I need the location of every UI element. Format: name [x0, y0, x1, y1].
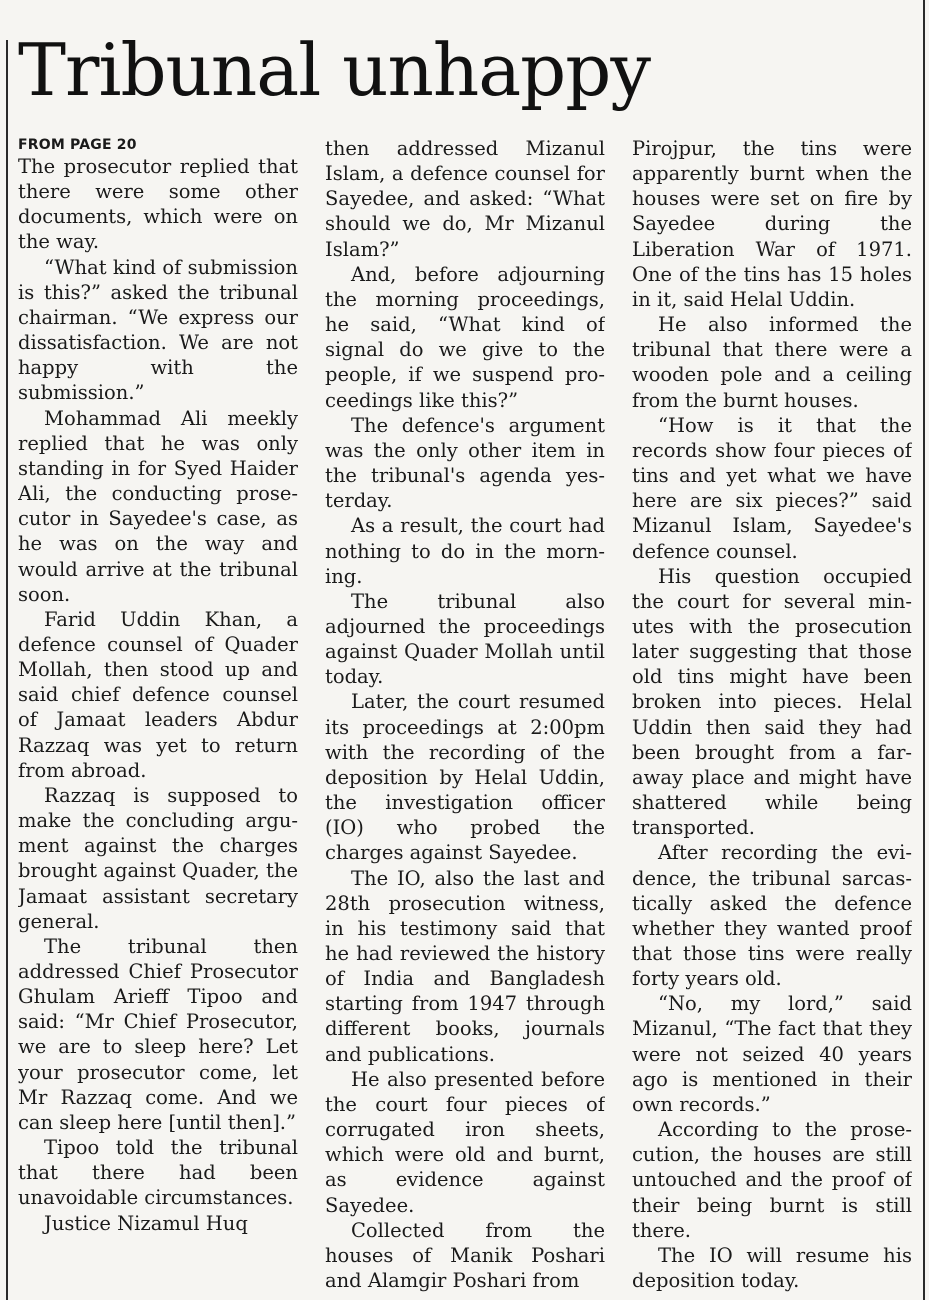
- paragraph: “What kind of submission is this?” asked the tribunal chairman. “We express our dissatisfaction. We are not happy with the submission.”: [18, 255, 298, 405]
- paragraph: After recording the evidence, the tribunal sarcastically asked the defence whether they wanted proof that those tins were really forty years old.: [632, 841, 912, 991]
- paragraph: Collected from the houses of Manik Poshari and Alamgir Poshari from: [325, 1218, 605, 1293]
- paragraph: Later, the court resumed its proceedings at 2:00pm with the recording of the deposition by Helal Uddin, the investigation officer (IO) who probed the charges against Sayedee.: [325, 690, 605, 865]
- paragraph: Justice Nizamul Huq: [44, 1211, 248, 1235]
- paragraph: The tribunal then addressed Chief Prosecutor Ghulam Arieff Tipoo and said: “Mr Chief Prosecutor, we are to sleep here? Let your prosecutor come, let Mr Razzaq come. And we can sleep here [until then].”: [18, 934, 298, 1134]
- paragraph: The defence's argument was the only other item in the tribunal's agenda yesterday.: [325, 413, 605, 513]
- column-2: [325, 136, 605, 1300]
- paragraph: Pirojpur, the tins were apparently burnt when the houses were set on fire by Sayedee during the Liberation War of 1971. One of the tins has 15 holes in it, said Helal Uddin.: [632, 137, 912, 311]
- paragraph: Tipoo told the tribunal that there had been unavoidable circumstances.: [18, 1136, 298, 1210]
- paragraph: then addressed Mizanul Islam, a defence counsel for Sayedee, and asked: “What should we do, Mr Mizanul Islam?”: [325, 137, 605, 261]
- headline: Tribunal unhappy: [18, 28, 651, 112]
- paragraph: As a result, the court had nothing to do in the morning.: [325, 514, 605, 588]
- column-rule-left: [6, 40, 8, 1300]
- paragraph: “No, my lord,” said Mizanul, “The fact that they were not seized 40 years ago is mentioned in their own records.”: [632, 992, 912, 1116]
- paragraph: The prosecutor replied that there were some other documents, which were on the way.: [18, 155, 298, 254]
- paragraph: The IO, also the last and 28th prosecution witness, in his testimony said that he had reviewed the history of India and Bangladesh starting from 1947 through different books, journals and publications.: [325, 866, 605, 1066]
- column-3: [632, 136, 912, 1300]
- paragraph: Razzaq is supposed to make the concluding argument against the charges brought against Quader, the Jamaat assistant secretary general.: [18, 783, 298, 933]
- jump-line: FROM PAGE 20: [18, 137, 137, 153]
- column-rule-right: [923, 0, 925, 1300]
- paragraph: “How is it that the records show four pieces of tins and yet what we have here are six pieces?” said Mizanul Islam, Sayedee's defence counsel.: [632, 413, 912, 563]
- paragraph: Farid Uddin Khan, a defence counsel of Quader Mollah, then stood up and said chief defence counsel of Jamaat leaders Abdur Razzaq was yet to return from abroad.: [18, 607, 298, 782]
- column-1: [18, 136, 298, 1300]
- paragraph: Mohammad Ali meekly replied that he was only standing in for Syed Haider Ali, the conducting prosecutor in Sayedee's case, as he was on the way and would arrive at the tribunal soon.: [18, 406, 298, 606]
- paragraph: And, before adjourning the morning proceedings, he said, “What kind of signal do we give to the people, if we suspend proceedings like this?”: [325, 262, 605, 412]
- paragraph: According to the prosecution, the houses are still untouched and the proof of their being burnt is still there.: [632, 1118, 912, 1242]
- paragraph: The tribunal also adjourned the proceedings against Quader Mollah until today.: [325, 589, 605, 689]
- paragraph: His question occupied the court for several minutes with the prosecution later suggesting that those old tins might have been broken into pieces. Helal Uddin then said they had been brought from a faraway place and might have shattered while being transported.: [632, 564, 912, 840]
- paragraph: He also informed the tribunal that there were a wooden pole and a ceiling from the burnt houses.: [632, 313, 912, 412]
- article-body: [18, 136, 912, 1300]
- paragraph: He also presented before the court four pieces of corrugated iron sheets, which were old and burnt, as evidence against Sayedee.: [325, 1067, 605, 1217]
- paragraph: The IO will resume his deposition today.: [632, 1243, 912, 1293]
